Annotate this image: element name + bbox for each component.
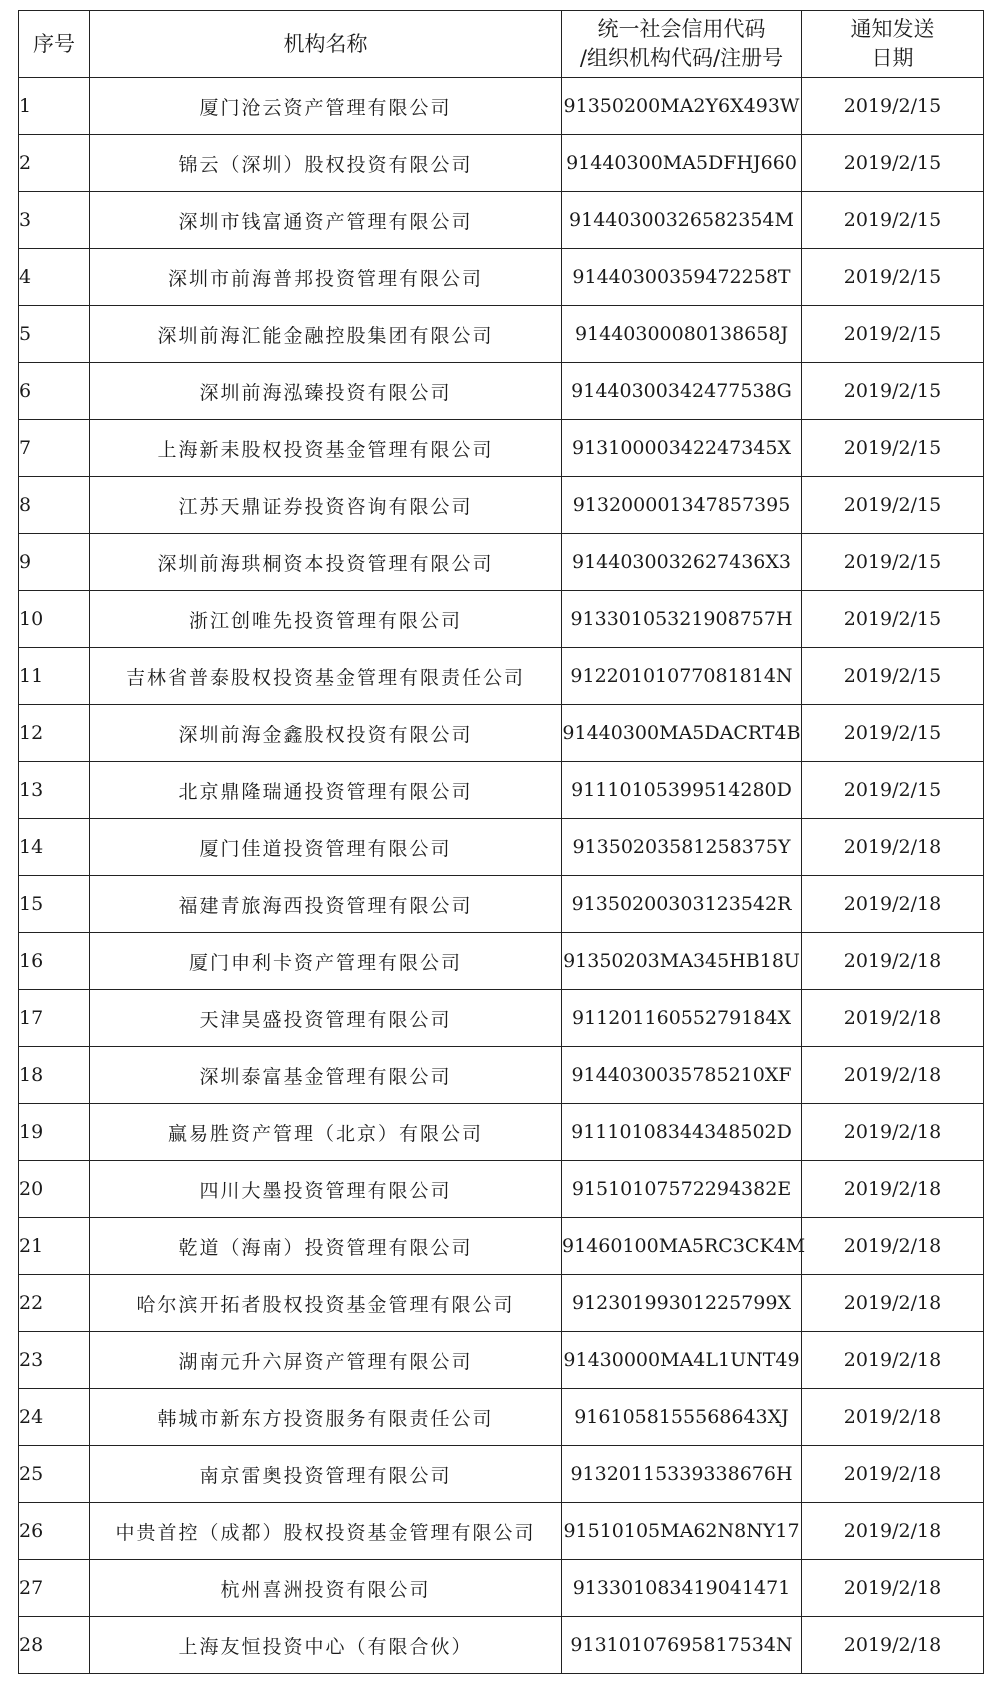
cell-credit-code: 91350203MA345HB18U — [562, 933, 802, 990]
table-row — [19, 78, 984, 135]
cell-institution-name: 浙江创唯先投资管理有限公司 — [90, 591, 562, 648]
cell-institution-name: 厦门沧云资产管理有限公司 — [90, 78, 562, 135]
cell-credit-code: 91440300080138658J — [562, 306, 802, 363]
header-notice-date-line2: 日期 — [871, 46, 914, 70]
cell-notice-date: 2019/2/18 — [802, 933, 984, 990]
institution-table — [18, 10, 984, 1674]
table-row — [19, 249, 984, 306]
table-row — [19, 1503, 984, 1560]
cell-institution-name: 锦云（深圳）股权投资有限公司 — [90, 135, 562, 192]
cell-institution-name: 福建青旅海西投资管理有限公司 — [90, 876, 562, 933]
table-row — [19, 363, 984, 420]
cell-notice-date: 2019/2/15 — [802, 534, 984, 591]
cell-notice-date: 2019/2/15 — [802, 648, 984, 705]
table-row — [19, 591, 984, 648]
cell-institution-name: 上海友恒投资中心（有限合伙） — [90, 1617, 562, 1674]
cell-credit-code: 91350200303123542R — [562, 876, 802, 933]
header-notice-date-line1: 通知发送 — [850, 17, 935, 41]
cell-serial-number: 21 — [19, 1218, 90, 1275]
cell-notice-date: 2019/2/15 — [802, 135, 984, 192]
cell-notice-date: 2019/2/18 — [802, 990, 984, 1047]
cell-serial-number: 1 — [19, 78, 90, 135]
cell-notice-date: 2019/2/15 — [802, 306, 984, 363]
cell-credit-code: 91310000342247345X — [562, 420, 802, 477]
cell-notice-date: 2019/2/15 — [802, 705, 984, 762]
cell-notice-date: 2019/2/18 — [802, 1389, 984, 1446]
table-row — [19, 1161, 984, 1218]
table-row — [19, 819, 984, 876]
cell-serial-number: 26 — [19, 1503, 90, 1560]
header-credit-code — [562, 11, 802, 78]
cell-institution-name: 深圳市前海普邦投资管理有限公司 — [90, 249, 562, 306]
cell-serial-number: 13 — [19, 762, 90, 819]
cell-institution-name: 中贵首控（成都）股权投资基金管理有限公司 — [90, 1503, 562, 1560]
table-row — [19, 1560, 984, 1617]
table-row — [19, 477, 984, 534]
cell-notice-date: 2019/2/18 — [802, 1560, 984, 1617]
cell-serial-number: 24 — [19, 1389, 90, 1446]
cell-credit-code: 91430000MA4L1UNT49 — [562, 1332, 802, 1389]
cell-institution-name: 深圳前海汇能金融控股集团有限公司 — [90, 306, 562, 363]
cell-credit-code: 91310107695817534N — [562, 1617, 802, 1674]
table-row — [19, 933, 984, 990]
cell-serial-number: 28 — [19, 1617, 90, 1674]
cell-credit-code: 91120116055279184X — [562, 990, 802, 1047]
cell-credit-code: 913200001347857395 — [562, 477, 802, 534]
cell-notice-date: 2019/2/18 — [802, 1104, 984, 1161]
cell-serial-number: 2 — [19, 135, 90, 192]
cell-notice-date: 2019/2/18 — [802, 819, 984, 876]
table-row — [19, 1275, 984, 1332]
cell-notice-date: 2019/2/15 — [802, 78, 984, 135]
cell-institution-name: 四川大墨投资管理有限公司 — [90, 1161, 562, 1218]
cell-credit-code: 91440300MA5DFHJ660 — [562, 135, 802, 192]
table-body — [19, 78, 984, 1674]
cell-credit-code: 91330105321908757H — [562, 591, 802, 648]
cell-credit-code: 91320115339338676H — [562, 1446, 802, 1503]
cell-notice-date: 2019/2/18 — [802, 1047, 984, 1104]
cell-notice-date: 2019/2/18 — [802, 1275, 984, 1332]
cell-institution-name: 深圳前海泓臻投资有限公司 — [90, 363, 562, 420]
cell-serial-number: 3 — [19, 192, 90, 249]
cell-credit-code: 91230199301225799X — [562, 1275, 802, 1332]
cell-credit-code: 9144030032627436X3 — [562, 534, 802, 591]
cell-serial-number: 19 — [19, 1104, 90, 1161]
table-row — [19, 1446, 984, 1503]
cell-notice-date: 2019/2/15 — [802, 477, 984, 534]
cell-institution-name: 北京鼎隆瑞通投资管理有限公司 — [90, 762, 562, 819]
cell-credit-code: 91350200MA2Y6X493W — [562, 78, 802, 135]
header-serial-number: 序号 — [19, 11, 90, 78]
header-notice-date — [802, 11, 984, 78]
table-row — [19, 534, 984, 591]
cell-institution-name: 吉林省普泰股权投资基金管理有限责任公司 — [90, 648, 562, 705]
cell-notice-date: 2019/2/15 — [802, 762, 984, 819]
cell-credit-code: 913301083419041471 — [562, 1560, 802, 1617]
cell-serial-number: 6 — [19, 363, 90, 420]
cell-institution-name: 南京雷奥投资管理有限公司 — [90, 1446, 562, 1503]
cell-notice-date: 2019/2/18 — [802, 1332, 984, 1389]
table-row — [19, 876, 984, 933]
cell-notice-date: 2019/2/18 — [802, 1617, 984, 1674]
cell-institution-name: 深圳市钱富通资产管理有限公司 — [90, 192, 562, 249]
cell-serial-number: 25 — [19, 1446, 90, 1503]
cell-credit-code: 91510105MA62N8NY17 — [562, 1503, 802, 1560]
cell-institution-name: 天津昊盛投资管理有限公司 — [90, 990, 562, 1047]
cell-serial-number: 12 — [19, 705, 90, 762]
cell-serial-number: 14 — [19, 819, 90, 876]
table-row — [19, 1389, 984, 1446]
cell-institution-name: 厦门申利卡资产管理有限公司 — [90, 933, 562, 990]
cell-notice-date: 2019/2/15 — [802, 363, 984, 420]
header-credit-code-line2: /组织机构代码/注册号 — [579, 46, 784, 70]
table-row — [19, 306, 984, 363]
table-row — [19, 762, 984, 819]
header-institution-name: 机构名称 — [90, 11, 562, 78]
cell-credit-code: 91440300342477538G — [562, 363, 802, 420]
cell-serial-number: 15 — [19, 876, 90, 933]
cell-serial-number: 20 — [19, 1161, 90, 1218]
cell-notice-date: 2019/2/18 — [802, 876, 984, 933]
cell-notice-date: 2019/2/15 — [802, 192, 984, 249]
cell-institution-name: 深圳前海金鑫股权投资有限公司 — [90, 705, 562, 762]
cell-credit-code: 91350203581258375Y — [562, 819, 802, 876]
cell-credit-code: 9161058155568643XJ — [562, 1389, 802, 1446]
cell-notice-date: 2019/2/18 — [802, 1218, 984, 1275]
cell-institution-name: 赢易胜资产管理（北京）有限公司 — [90, 1104, 562, 1161]
cell-institution-name: 湖南元升六屏资产管理有限公司 — [90, 1332, 562, 1389]
cell-institution-name: 杭州喜洲投资有限公司 — [90, 1560, 562, 1617]
cell-serial-number: 10 — [19, 591, 90, 648]
cell-serial-number: 5 — [19, 306, 90, 363]
cell-institution-name: 哈尔滨开拓者股权投资基金管理有限公司 — [90, 1275, 562, 1332]
cell-credit-code: 91440300MA5DACRT4B — [562, 705, 802, 762]
table-row — [19, 705, 984, 762]
cell-serial-number: 11 — [19, 648, 90, 705]
cell-serial-number: 8 — [19, 477, 90, 534]
cell-serial-number: 23 — [19, 1332, 90, 1389]
cell-notice-date: 2019/2/18 — [802, 1446, 984, 1503]
table-header-row — [19, 11, 984, 78]
cell-institution-name: 乾道（海南）投资管理有限公司 — [90, 1218, 562, 1275]
table-row — [19, 135, 984, 192]
table-row — [19, 1047, 984, 1104]
cell-notice-date: 2019/2/15 — [802, 591, 984, 648]
cell-institution-name: 上海新耒股权投资基金管理有限公司 — [90, 420, 562, 477]
cell-credit-code: 91460100MA5RC3CK4M — [562, 1218, 802, 1275]
cell-institution-name: 深圳前海珙桐资本投资管理有限公司 — [90, 534, 562, 591]
cell-notice-date: 2019/2/15 — [802, 420, 984, 477]
cell-institution-name: 厦门佳道投资管理有限公司 — [90, 819, 562, 876]
cell-serial-number: 22 — [19, 1275, 90, 1332]
table-row — [19, 1218, 984, 1275]
header-credit-code-line1: 统一社会信用代码 — [597, 17, 766, 41]
cell-credit-code: 91220101077081814N — [562, 648, 802, 705]
table-row — [19, 1104, 984, 1161]
cell-serial-number: 7 — [19, 420, 90, 477]
cell-credit-code: 91110108344348502D — [562, 1104, 802, 1161]
cell-serial-number: 18 — [19, 1047, 90, 1104]
cell-serial-number: 4 — [19, 249, 90, 306]
cell-credit-code: 91440300359472258T — [562, 249, 802, 306]
cell-notice-date: 2019/2/18 — [802, 1161, 984, 1218]
cell-serial-number: 9 — [19, 534, 90, 591]
table-row — [19, 648, 984, 705]
cell-credit-code: 9144030035785210XF — [562, 1047, 802, 1104]
cell-serial-number: 17 — [19, 990, 90, 1047]
cell-credit-code: 91110105399514280D — [562, 762, 802, 819]
cell-credit-code: 91440300326582354M — [562, 192, 802, 249]
cell-notice-date: 2019/2/15 — [802, 249, 984, 306]
cell-serial-number: 16 — [19, 933, 90, 990]
table-row — [19, 420, 984, 477]
cell-notice-date: 2019/2/18 — [802, 1503, 984, 1560]
cell-institution-name: 深圳泰富基金管理有限公司 — [90, 1047, 562, 1104]
table-row — [19, 990, 984, 1047]
table-row — [19, 1332, 984, 1389]
cell-institution-name: 江苏天鼎证券投资咨询有限公司 — [90, 477, 562, 534]
table-row — [19, 1617, 984, 1674]
table-row — [19, 192, 984, 249]
cell-institution-name: 韩城市新东方投资服务有限责任公司 — [90, 1389, 562, 1446]
cell-credit-code: 91510107572294382E — [562, 1161, 802, 1218]
cell-serial-number: 27 — [19, 1560, 90, 1617]
